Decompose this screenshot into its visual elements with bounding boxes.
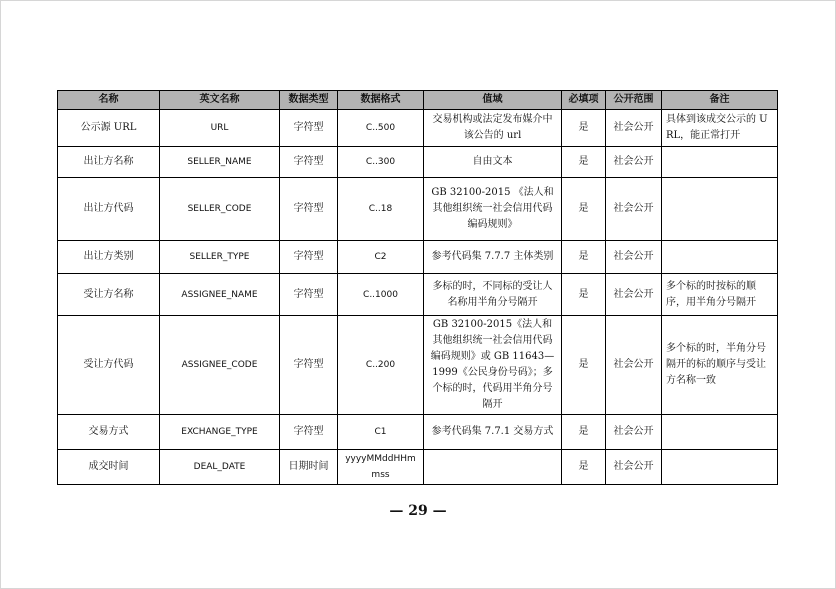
note-cell: 多个标的时，半角分号隔开的标的顺序与受让方名称一致	[662, 316, 778, 415]
header-cell: 英文名称	[160, 91, 280, 110]
required-cell: 是	[562, 147, 606, 178]
table-row	[58, 241, 778, 274]
english-name-cell: SELLER_TYPE	[160, 241, 280, 274]
value-domain-cell: GB 32100-2015 《法人和其他组织统一社会信用代码编码规则》	[424, 178, 562, 241]
field-name-cell: 出让方名称	[58, 147, 160, 178]
table-header-row	[58, 91, 778, 110]
required-cell: 是	[562, 241, 606, 274]
table-row	[58, 274, 778, 316]
data-type-cell: 字符型	[280, 274, 338, 316]
table-row	[58, 147, 778, 178]
data-format-cell: C..1000	[338, 274, 424, 316]
required-cell: 是	[562, 415, 606, 450]
value-domain-cell	[424, 450, 562, 485]
english-name-cell: SELLER_NAME	[160, 147, 280, 178]
field-name-cell: 出让方代码	[58, 178, 160, 241]
english-name-cell: URL	[160, 110, 280, 147]
data-type-cell: 字符型	[280, 110, 338, 147]
data-type-cell: 字符型	[280, 316, 338, 415]
scope-cell: 社会公开	[606, 415, 662, 450]
required-cell: 是	[562, 316, 606, 415]
note-cell	[662, 241, 778, 274]
required-cell: 是	[562, 450, 606, 485]
data-spec-table	[57, 90, 778, 485]
data-format-cell: yyyyMMddHHmmss	[338, 450, 424, 485]
field-name-cell: 受让方名称	[58, 274, 160, 316]
scope-cell: 社会公开	[606, 450, 662, 485]
header-cell: 备注	[662, 91, 778, 110]
value-domain-cell: 参考代码集 7.7.7 主体类别	[424, 241, 562, 274]
note-cell: 具体到该成交公示的 URL，能正常打开	[662, 110, 778, 147]
note-cell	[662, 178, 778, 241]
data-type-cell: 字符型	[280, 147, 338, 178]
table-row	[58, 415, 778, 450]
scope-cell: 社会公开	[606, 110, 662, 147]
note-cell	[662, 415, 778, 450]
scope-cell: 社会公开	[606, 147, 662, 178]
required-cell: 是	[562, 110, 606, 147]
data-type-cell: 日期时间	[280, 450, 338, 485]
header-cell: 值域	[424, 91, 562, 110]
data-type-cell: 字符型	[280, 415, 338, 450]
required-cell: 是	[562, 274, 606, 316]
english-name-cell: ASSIGNEE_NAME	[160, 274, 280, 316]
required-cell: 是	[562, 178, 606, 241]
header-cell: 必填项	[562, 91, 606, 110]
value-domain-cell: 多标的时，不同标的受让人名称用半角分号隔开	[424, 274, 562, 316]
table-row	[58, 316, 778, 415]
scope-cell: 社会公开	[606, 274, 662, 316]
note-cell	[662, 450, 778, 485]
scope-cell: 社会公开	[606, 316, 662, 415]
note-cell: 多个标的时按标的顺序，用半角分号隔开	[662, 274, 778, 316]
field-name-cell: 出让方类别	[58, 241, 160, 274]
field-name-cell: 公示源 URL	[58, 110, 160, 147]
value-domain-cell: 自由文本	[424, 147, 562, 178]
header-cell: 公开范围	[606, 91, 662, 110]
table-row	[58, 178, 778, 241]
field-name-cell: 成交时间	[58, 450, 160, 485]
data-type-cell: 字符型	[280, 178, 338, 241]
english-name-cell: DEAL_DATE	[160, 450, 280, 485]
data-type-cell: 字符型	[280, 241, 338, 274]
english-name-cell: SELLER_CODE	[160, 178, 280, 241]
header-cell: 名称	[58, 91, 160, 110]
value-domain-cell: 参考代码集 7.7.1 交易方式	[424, 415, 562, 450]
data-format-cell: C..18	[338, 178, 424, 241]
scope-cell: 社会公开	[606, 178, 662, 241]
value-domain-cell: GB 32100-2015《法人和其他组织统一社会信用代码编码规则》或 GB 11643—1999《公民身份号码》；多个标的时，代码用半角分号隔开	[424, 316, 562, 415]
data-format-cell: C2	[338, 241, 424, 274]
header-cell: 数据格式	[338, 91, 424, 110]
data-format-cell: C1	[338, 415, 424, 450]
data-format-cell: C..500	[338, 110, 424, 147]
header-cell: 数据类型	[280, 91, 338, 110]
data-format-cell: C..200	[338, 316, 424, 415]
field-name-cell: 受让方代码	[58, 316, 160, 415]
page-number: — 29 —	[389, 503, 447, 519]
data-format-cell: C..300	[338, 147, 424, 178]
value-domain-cell: 交易机构或法定发布媒介中该公告的 url	[424, 110, 562, 147]
note-cell	[662, 147, 778, 178]
field-name-cell: 交易方式	[58, 415, 160, 450]
table-row	[58, 450, 778, 485]
english-name-cell: ASSIGNEE_CODE	[160, 316, 280, 415]
english-name-cell: EXCHANGE_TYPE	[160, 415, 280, 450]
table-row	[58, 110, 778, 147]
scope-cell: 社会公开	[606, 241, 662, 274]
